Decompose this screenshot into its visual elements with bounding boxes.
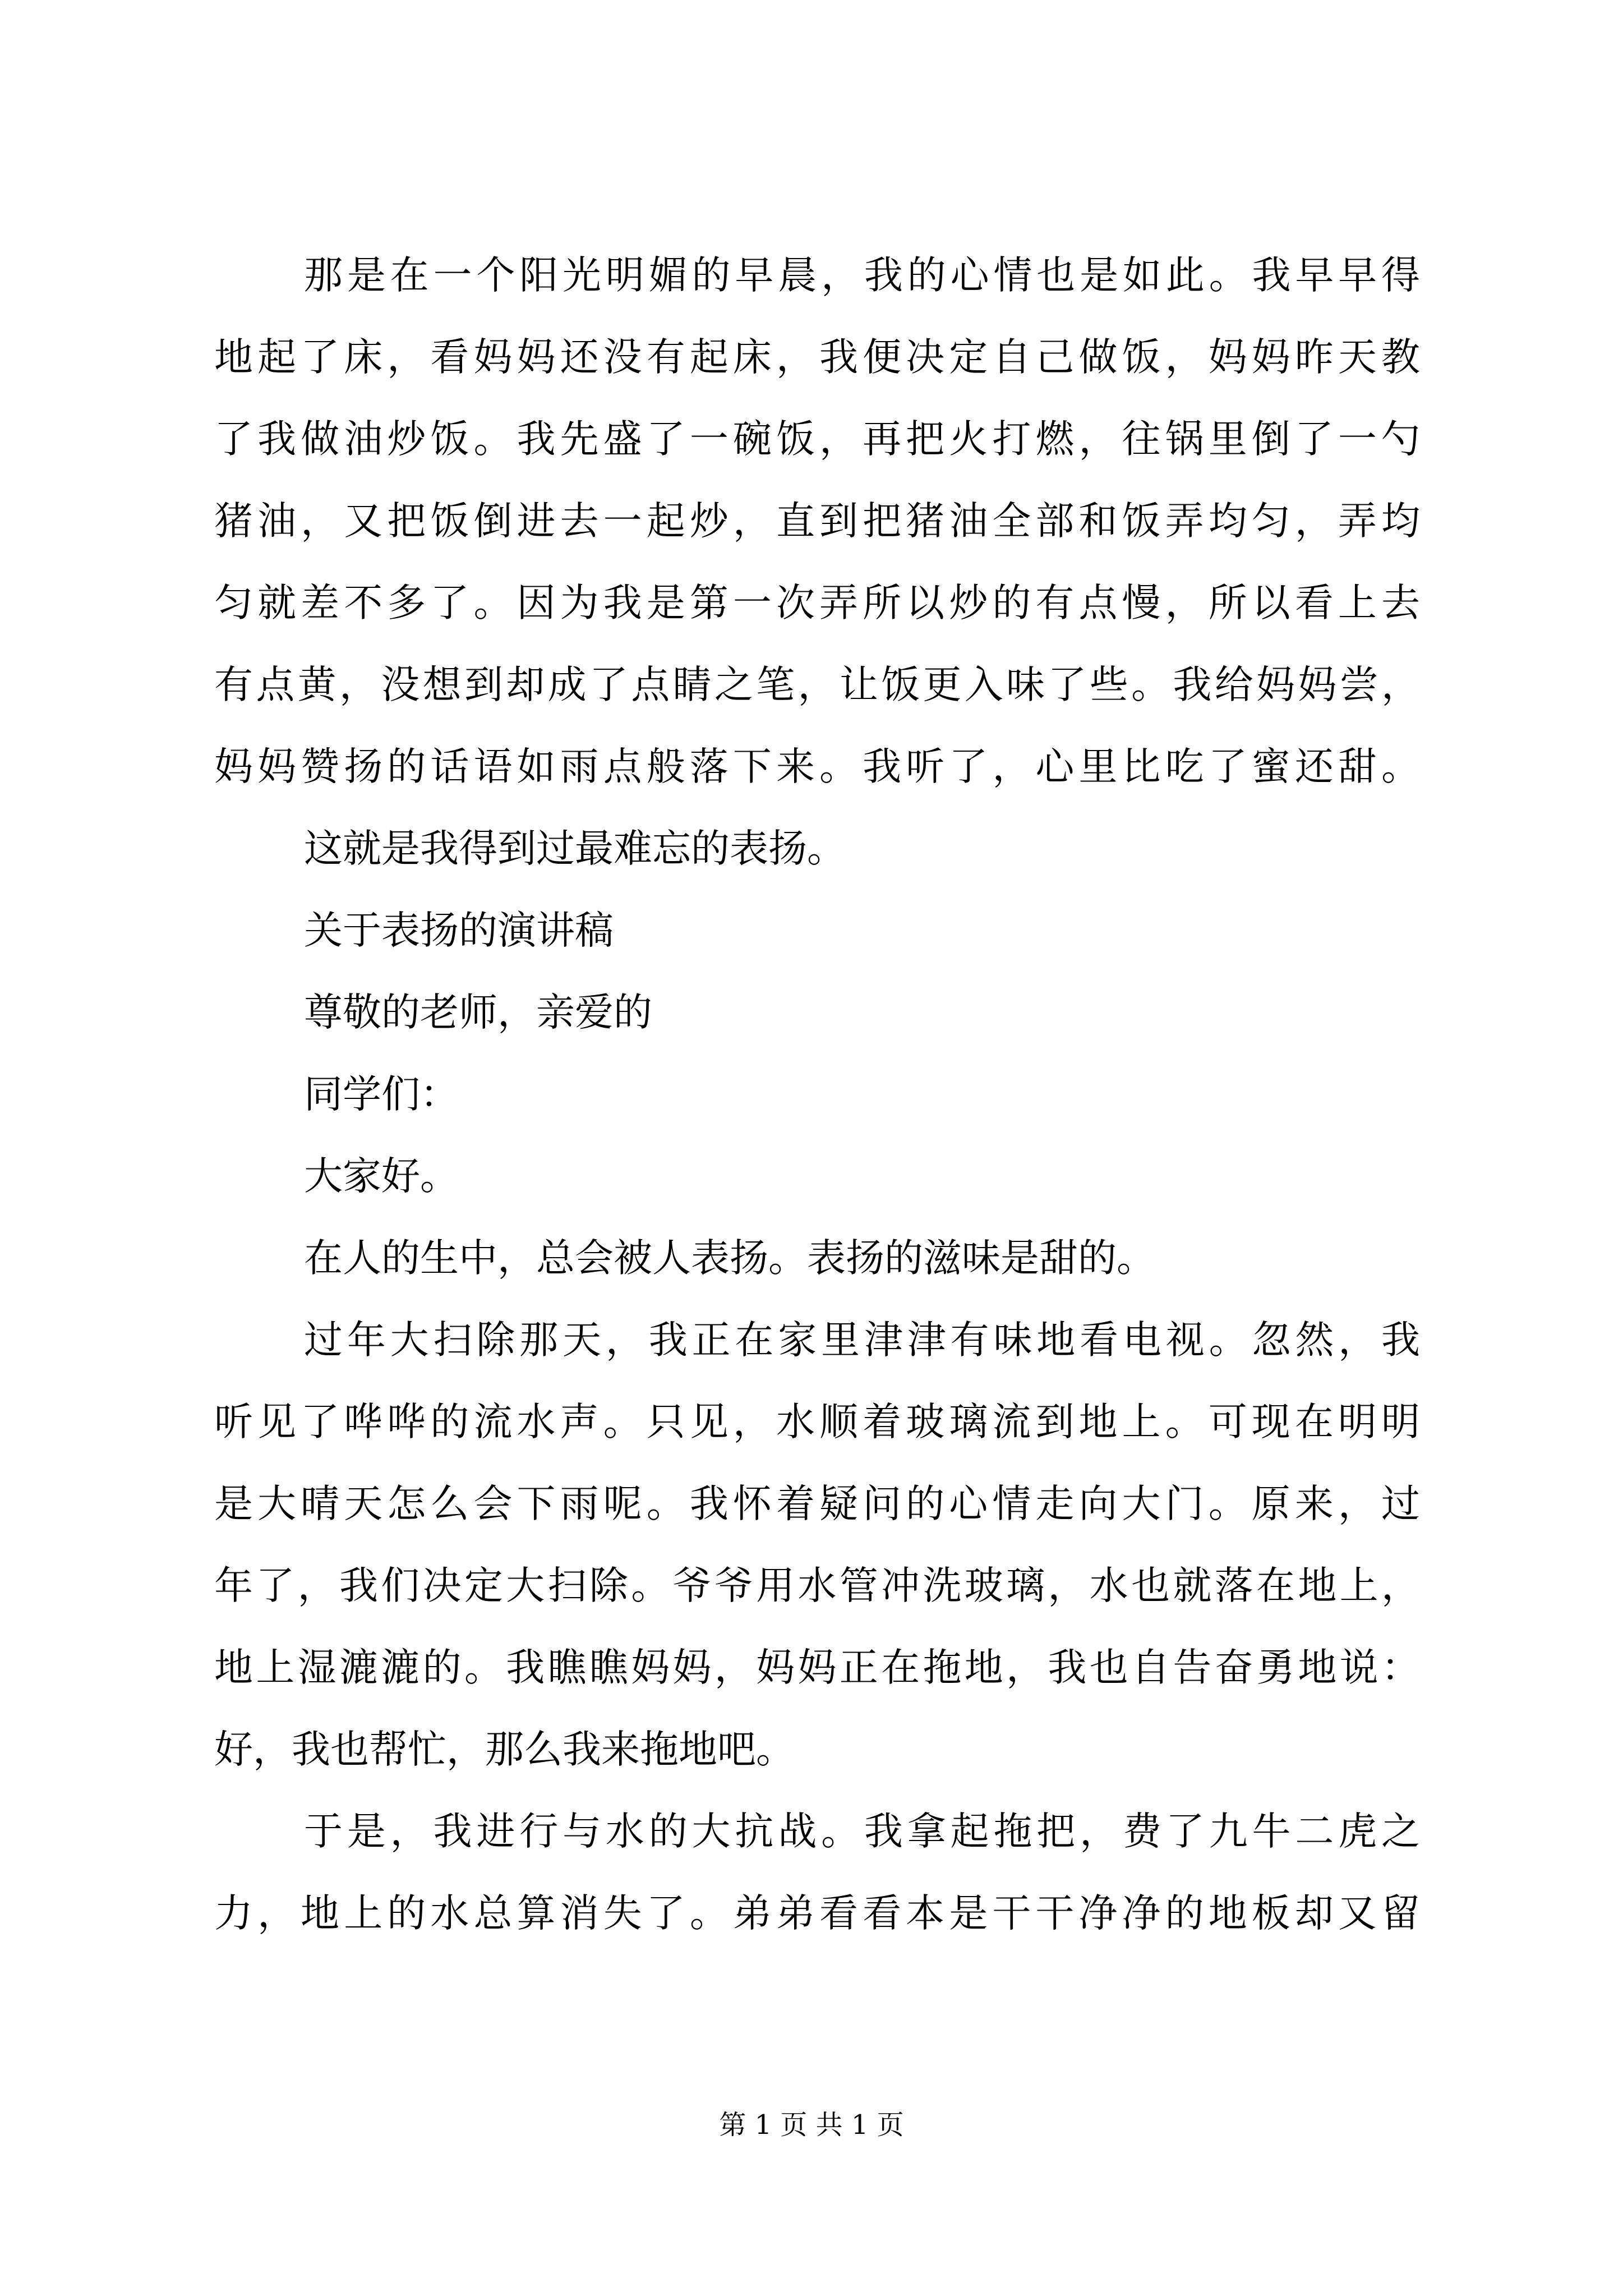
text-line: 听见了哗哗的流水声。只见，水顺着玻璃流到地上。可现在明明: [214, 1400, 1420, 1444]
text-line: 这就是我得到过最难忘的表扬。: [304, 826, 846, 871]
text-line: 过年大扫除那天，我正在家里津津有味地看电视。忽然，我: [304, 1318, 1420, 1363]
text-line: 地上湿漉漉的。我瞧瞧妈妈，妈妈正在拖地，我也自告奋勇地说：: [214, 1645, 1420, 1690]
text-line: 是大晴天怎么会下雨呢。我怀着疑问的心情走向大门。原来，过: [214, 1481, 1420, 1526]
text-line: 在人的生中，总会被人表扬。表扬的滋味是甜的。: [304, 1236, 1155, 1281]
text-line: 尊敬的老师，亲爱的: [304, 990, 652, 1035]
text-line: 匀就差不多了。因为我是第一次弄所以炒的有点慢，所以看上去: [214, 581, 1420, 625]
page-number-label: 第 1 页 共 1 页: [719, 2109, 904, 2141]
text-line: 力，地上的水总算消失了。弟弟看看本是干干净净的地板却又留: [214, 1891, 1420, 1936]
text-line: 大家好。: [304, 1154, 459, 1199]
text-line: 关于表扬的演讲稿: [304, 908, 614, 953]
text-line: 妈妈赞扬的话语如雨点般落下来。我听了，心里比吃了蜜还甜。: [214, 744, 1420, 789]
text-line: 同学们：: [304, 1072, 459, 1117]
text-line: 了我做油炒饭。我先盛了一碗饭，再把火打燃，往锅里倒了一勺: [214, 417, 1420, 462]
document-body: [214, 255, 1420, 1975]
text-line: 于是，我进行与水的大抗战。我拿起拖把，费了九牛二虎之: [304, 1809, 1420, 1854]
text-line: 有点黄，没想到却成了点睛之笔，让饭更入味了些。我给妈妈尝，: [214, 662, 1420, 707]
text-line: 好，我也帮忙，那么我来拖地吧。: [214, 1727, 795, 1772]
page-footer: [0, 2108, 1623, 2142]
text-line: 年了，我们决定大扫除。爷爷用水管冲洗玻璃，水也就落在地上，: [214, 1563, 1420, 1608]
text-line: 那是在一个阳光明媚的早晨，我的心情也是如此。我早早得: [304, 253, 1420, 298]
text-line: 地起了床，看妈妈还没有起床，我便决定自己做饭，妈妈昨天教: [214, 335, 1420, 380]
text-line: 猪油，又把饭倒进去一起炒，直到把猪油全部和饭弄均匀，弄均: [214, 499, 1420, 544]
